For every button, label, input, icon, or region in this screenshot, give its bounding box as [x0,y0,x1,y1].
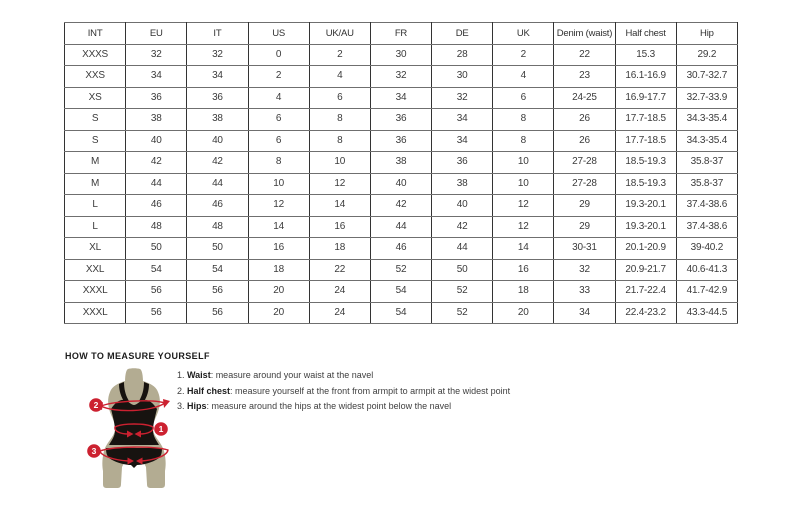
column-header: US [248,23,309,45]
size-cell: 20 [248,302,309,324]
measurement-figure-illustration [84,367,184,491]
size-row [65,152,738,174]
size-cell: 56 [187,281,248,303]
size-cell: 43.3-44.5 [676,302,737,324]
size-cell: 6 [248,130,309,152]
size-cell: XXL [65,259,126,281]
size-cell: XL [65,238,126,260]
size-row [65,87,738,109]
size-cell: XS [65,87,126,109]
size-cell: 16 [309,216,370,238]
size-cell: 35.8-37 [676,152,737,174]
size-cell: 18 [248,259,309,281]
size-cell: 34 [554,302,615,324]
size-cell: 40 [126,130,187,152]
size-cell: 30 [370,44,431,66]
size-cell: 15.3 [615,44,676,66]
size-cell: 12 [309,173,370,195]
size-cell: 18 [309,238,370,260]
size-cell: 39-40.2 [676,238,737,260]
size-cell: 56 [126,302,187,324]
size-cell: 42 [432,216,493,238]
size-cell: L [65,216,126,238]
measure-instruction-label: Half chest [187,385,231,396]
size-row [65,44,738,66]
size-cell: 56 [126,281,187,303]
size-row [65,195,738,217]
size-cell: 17.7-18.5 [615,130,676,152]
size-cell: 48 [126,216,187,238]
column-header: UK/AU [309,23,370,45]
column-header: Half chest [615,23,676,45]
size-cell: 38 [432,173,493,195]
size-cell: 30-31 [554,238,615,260]
measure-instructions [177,371,510,418]
measure-instruction-label: Hips [187,401,207,411]
size-cell: 8 [493,109,554,131]
size-cell: 52 [432,281,493,303]
size-cell: 2 [309,44,370,66]
size-cell: 22 [309,259,370,281]
size-chart-body [65,44,738,324]
size-cell: M [65,152,126,174]
size-cell: 54 [187,259,248,281]
size-cell: 30 [432,66,493,88]
size-cell: 44 [126,173,187,195]
size-cell: 34 [370,87,431,109]
size-cell: 17.7-18.5 [615,109,676,131]
size-cell: 6 [248,109,309,131]
size-cell: 44 [187,173,248,195]
size-cell: 32.7-33.9 [676,87,737,109]
size-cell: 27-28 [554,173,615,195]
size-cell: 32 [554,259,615,281]
size-row [65,302,738,324]
size-cell: 46 [370,238,431,260]
size-cell: 4 [248,87,309,109]
size-row [65,216,738,238]
size-cell: 16 [493,259,554,281]
size-cell: 16.1-16.9 [615,66,676,88]
size-cell: 22.4-23.2 [615,302,676,324]
size-cell: 40 [187,130,248,152]
size-cell: 21.7-22.4 [615,281,676,303]
measure-instruction-label: Waist [187,370,211,380]
size-cell: 34 [432,109,493,131]
size-cell: 8 [493,130,554,152]
chest-arrow-right [163,399,170,408]
waist-marker-number: 1 [158,424,164,434]
size-cell: 28 [432,44,493,66]
size-cell: 22 [554,44,615,66]
size-cell: 32 [126,44,187,66]
size-cell: 19.3-20.1 [615,195,676,217]
size-cell: 34 [432,130,493,152]
measure-section-title: HOW TO MEASURE YOURSELF [65,351,210,361]
size-cell: 23 [554,66,615,88]
size-cell: 52 [370,259,431,281]
size-cell: 46 [187,195,248,217]
column-header: Hip [676,23,737,45]
size-cell: 12 [493,216,554,238]
size-cell: 40 [432,195,493,217]
size-cell: 20 [493,302,554,324]
measure-instruction: 3. Hips: measure around the hips at the widest point below the navel [177,401,452,411]
size-cell: 24 [309,281,370,303]
size-cell: 56 [187,302,248,324]
column-header: IT [187,23,248,45]
size-cell: 26 [554,130,615,152]
size-chart-table [64,22,738,324]
size-cell: 36 [370,109,431,131]
size-cell: 29 [554,195,615,217]
size-cell: 18 [493,281,554,303]
size-cell: 38 [187,109,248,131]
size-cell: 37.4-38.6 [676,195,737,217]
size-cell: 54 [126,259,187,281]
size-cell: 18.5-19.3 [615,173,676,195]
size-cell: 40 [370,173,431,195]
size-cell: 32 [187,44,248,66]
size-cell: 10 [493,152,554,174]
size-cell: 46 [126,195,187,217]
size-cell: 40.6-41.3 [676,259,737,281]
size-cell: 32 [370,66,431,88]
size-cell: 36 [187,87,248,109]
column-header: FR [370,23,431,45]
size-cell: 38 [370,152,431,174]
size-cell: 6 [493,87,554,109]
column-header: INT [65,23,126,45]
size-cell: S [65,130,126,152]
size-cell: 14 [248,216,309,238]
size-cell: 29.2 [676,44,737,66]
size-row [65,66,738,88]
camisole-top [109,400,159,445]
size-row [65,259,738,281]
column-header: UK [493,23,554,45]
measure-instruction: 2. Half chest: measure yourself at the front from armpit to armpit at the widest point [177,385,511,396]
size-cell: XXS [65,66,126,88]
size-cell: 6 [309,87,370,109]
size-cell: 18.5-19.3 [615,152,676,174]
size-cell: 36 [370,130,431,152]
size-cell: S [65,109,126,131]
column-header: EU [126,23,187,45]
size-cell: 52 [432,302,493,324]
column-header: DE [432,23,493,45]
measure-instruction: 1. Waist: measure around your waist at the navel [177,370,374,380]
size-cell: 10 [248,173,309,195]
size-cell: 41.7-42.9 [676,281,737,303]
size-chart-header-row [65,23,738,45]
size-cell: 24-25 [554,87,615,109]
size-cell: 8 [309,109,370,131]
size-cell: 32 [432,87,493,109]
size-cell: 50 [432,259,493,281]
size-cell: 19.3-20.1 [615,216,676,238]
size-row [65,109,738,131]
size-cell: 30.7-32.7 [676,66,737,88]
size-cell: 42 [187,152,248,174]
size-cell: 16 [248,238,309,260]
size-cell: 12 [248,195,309,217]
size-cell: 14 [309,195,370,217]
size-cell: 0 [248,44,309,66]
column-header: Denim (waist) [554,23,615,45]
size-cell: 44 [432,238,493,260]
size-cell: 10 [493,173,554,195]
size-cell: 20.1-20.9 [615,238,676,260]
size-cell: 37.4-38.6 [676,216,737,238]
size-row [65,238,738,260]
chest-marker-number: 2 [93,400,99,410]
size-cell: 42 [370,195,431,217]
size-cell: 10 [309,152,370,174]
size-cell: 2 [248,66,309,88]
size-cell: 24 [309,302,370,324]
size-cell: 4 [309,66,370,88]
size-cell: 34.3-35.4 [676,130,737,152]
size-cell: 26 [554,109,615,131]
size-cell: 50 [187,238,248,260]
size-cell: 48 [187,216,248,238]
size-cell: 34.3-35.4 [676,109,737,131]
size-cell: 20 [248,281,309,303]
size-cell: 54 [370,302,431,324]
size-cell: 35.8-37 [676,173,737,195]
size-cell: 36 [126,87,187,109]
size-cell: 42 [126,152,187,174]
size-cell: 20.9-21.7 [615,259,676,281]
size-cell: 38 [126,109,187,131]
size-cell: XXXL [65,281,126,303]
size-cell: 16.9-17.7 [615,87,676,109]
size-cell: XXXS [65,44,126,66]
size-cell: 34 [187,66,248,88]
size-cell: 50 [126,238,187,260]
size-cell: 29 [554,216,615,238]
size-cell: 36 [432,152,493,174]
size-cell: XXXL [65,302,126,324]
size-cell: 44 [370,216,431,238]
size-cell: 4 [493,66,554,88]
size-cell: M [65,173,126,195]
size-cell: 12 [493,195,554,217]
size-cell: 8 [248,152,309,174]
size-cell: 14 [493,238,554,260]
size-row [65,281,738,303]
size-row [65,173,738,195]
size-cell: 27-28 [554,152,615,174]
size-cell: 2 [493,44,554,66]
size-cell: L [65,195,126,217]
size-cell: 33 [554,281,615,303]
hips-marker-number: 3 [91,446,97,456]
size-cell: 54 [370,281,431,303]
size-cell: 34 [126,66,187,88]
size-row [65,130,738,152]
size-cell: 8 [309,130,370,152]
